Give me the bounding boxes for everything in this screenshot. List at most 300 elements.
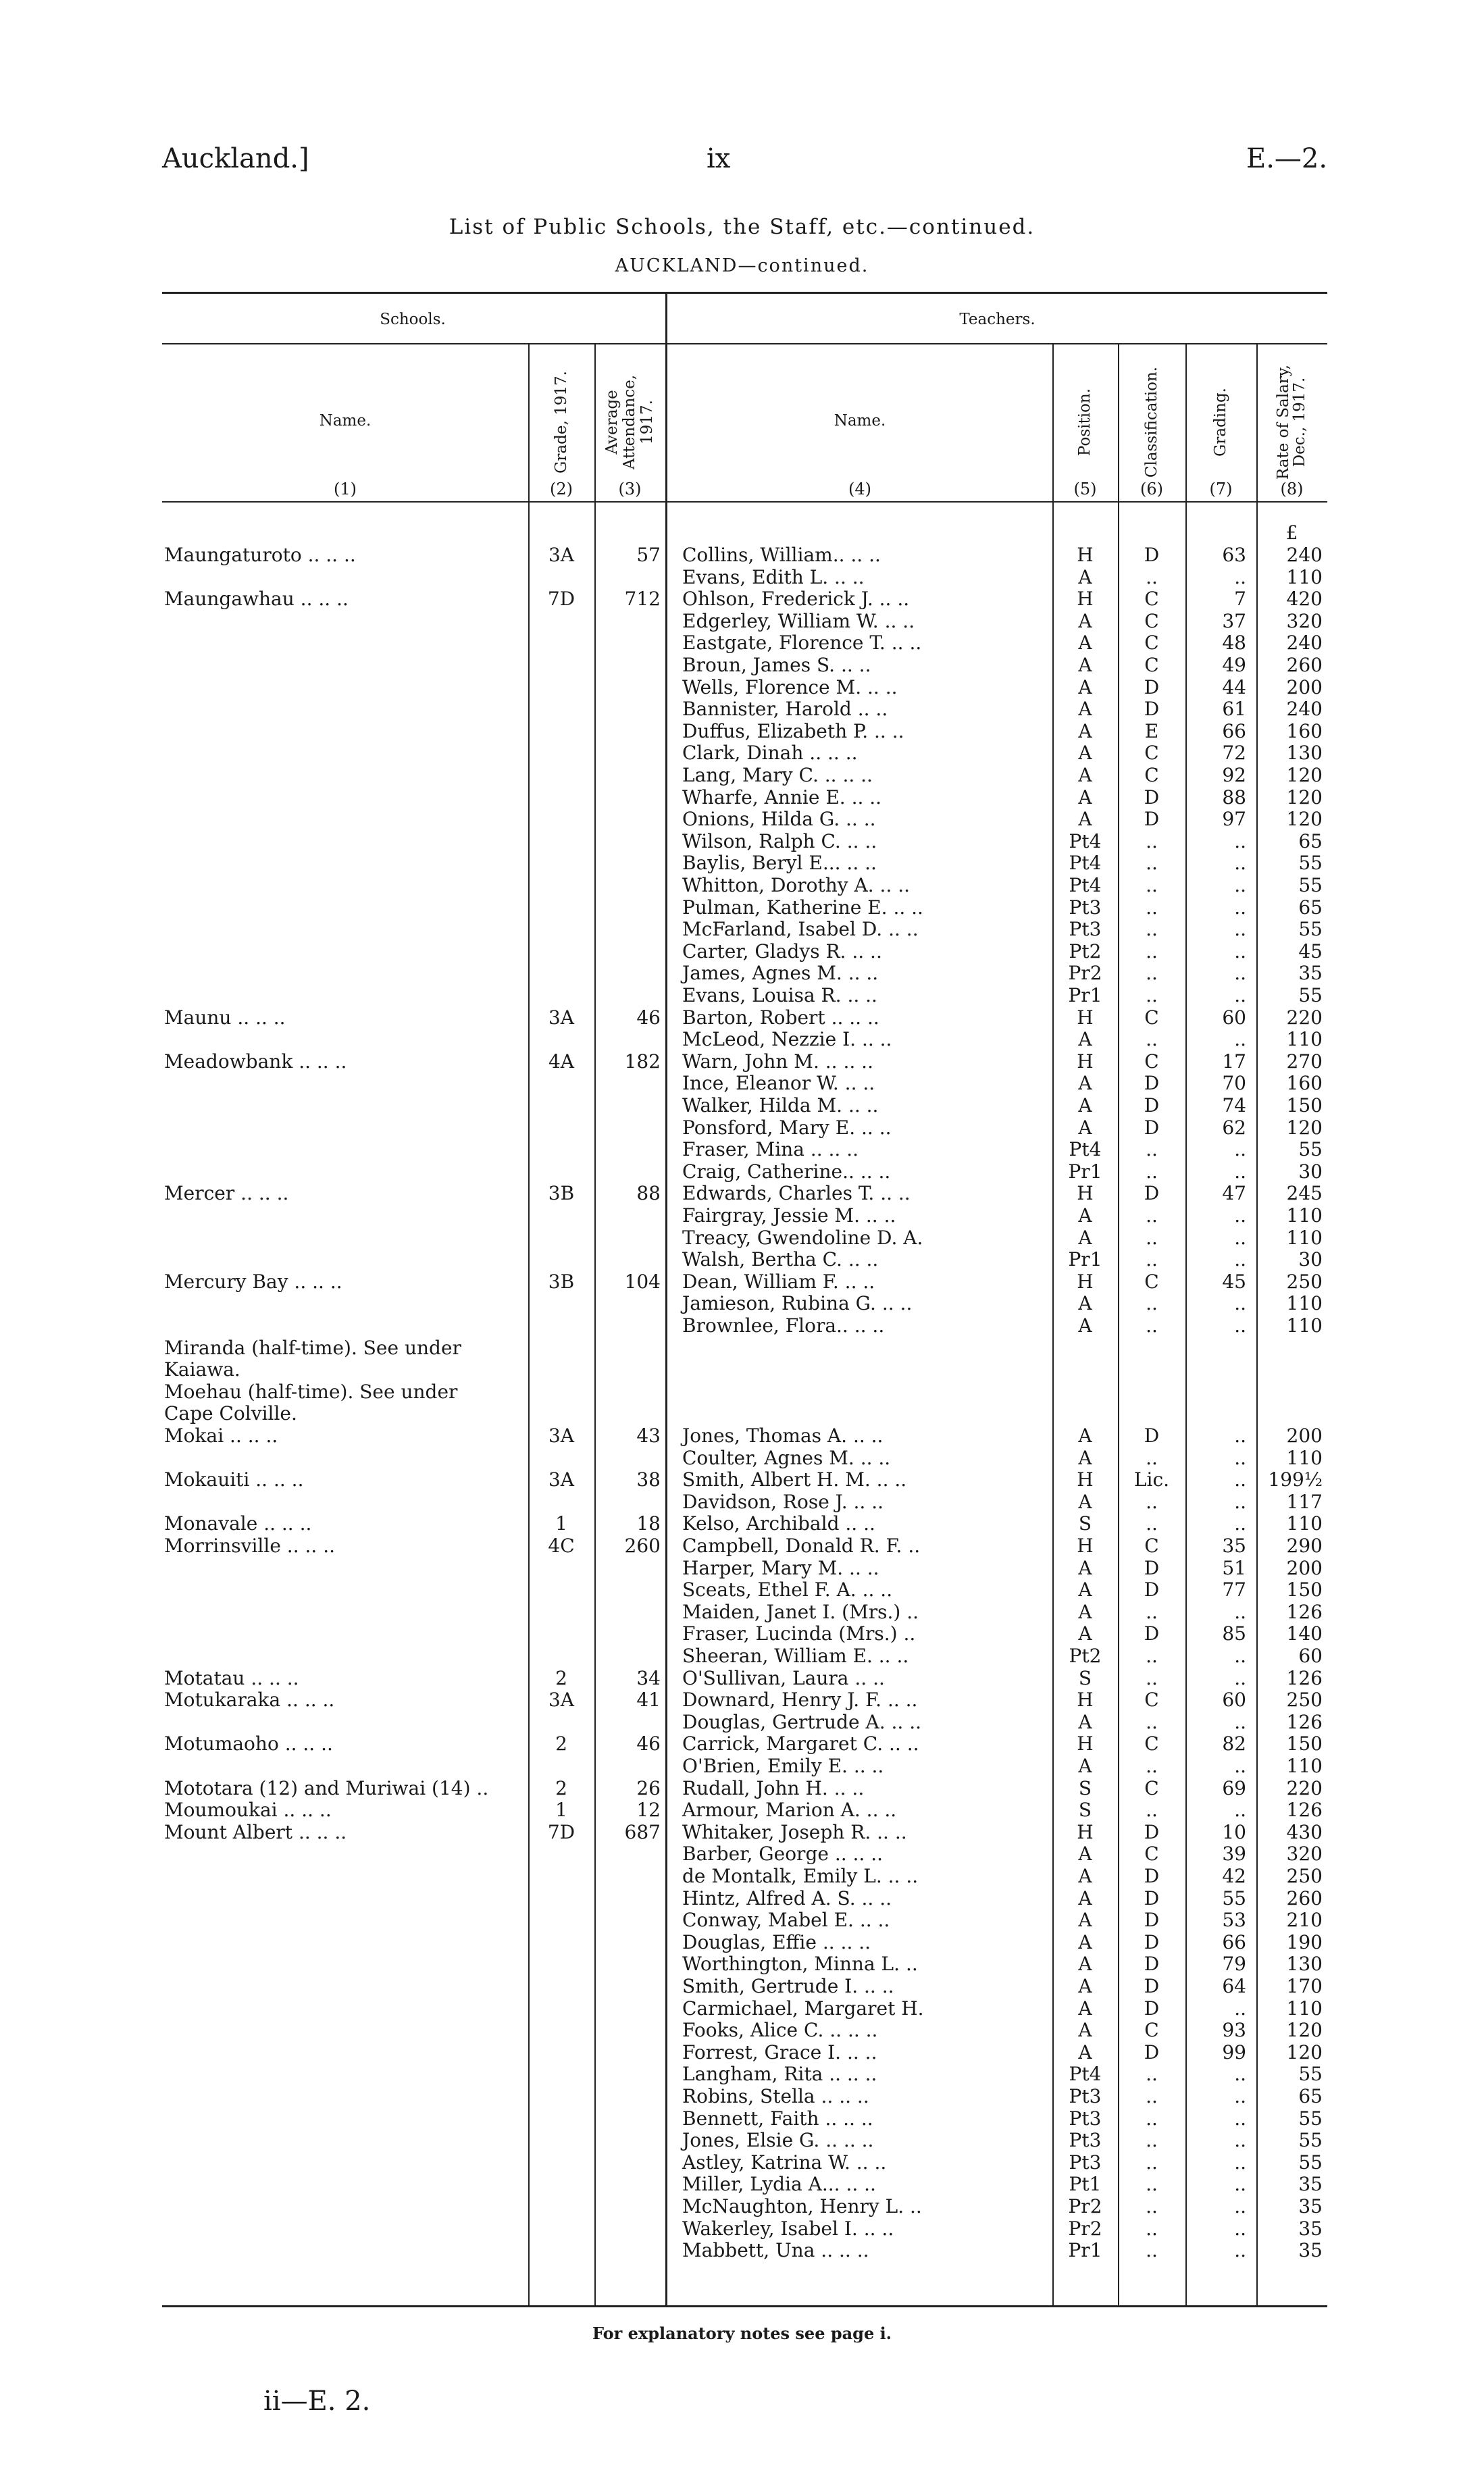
salary-cell: 35	[1298, 2239, 1323, 2262]
salary-cell: 45	[1298, 940, 1323, 963]
salary-cell: 110	[1286, 1755, 1323, 1777]
classification-cell: C	[1144, 1843, 1159, 1866]
table-row	[0, 588, 1484, 610]
table-row	[0, 2240, 1484, 2261]
col-number-6: (6)	[1140, 480, 1163, 498]
classification-cell: ..	[1146, 1446, 1158, 1469]
position-cell: Pr2	[1068, 962, 1102, 985]
position-cell: A	[1078, 719, 1092, 742]
grading-cell: 66	[1222, 1930, 1246, 1953]
salary-cell: 55	[1298, 918, 1323, 941]
teacher-name-cell: Hintz, Alfred A. S. .. ..	[682, 1887, 892, 1909]
classification-cell: D	[1144, 1953, 1160, 1976]
position-cell: A	[1078, 1226, 1092, 1249]
salary-cell: 55	[1298, 852, 1323, 875]
grade-cell: 4A	[548, 1050, 575, 1073]
grading-cell: 93	[1222, 2019, 1246, 2042]
table-row	[0, 1073, 1484, 1094]
table-row	[0, 1535, 1484, 1557]
table-row	[0, 787, 1484, 809]
grading-cell: ..	[1234, 2107, 1246, 2130]
table-row	[0, 2174, 1484, 2195]
position-cell: H	[1077, 1006, 1094, 1029]
grading-cell: ..	[1234, 896, 1246, 919]
teacher-name-cell: Craig, Catherine.. .. ..	[682, 1160, 891, 1183]
grade-cell: 3A	[548, 1006, 575, 1029]
grade-cell: 7D	[547, 588, 575, 611]
group-header-rule	[162, 343, 1327, 344]
classification-cell: ..	[1146, 829, 1158, 852]
grade-cell: 3B	[548, 1182, 575, 1205]
salary-cell: 200	[1286, 675, 1323, 698]
salary-cell: 130	[1286, 1953, 1323, 1976]
table-row	[0, 2063, 1484, 2085]
table-row	[0, 852, 1484, 874]
table-row	[0, 1932, 1484, 1953]
position-cell: A	[1078, 1204, 1092, 1227]
attendance-cell: 104	[624, 1270, 661, 1293]
classification-cell: D	[1144, 1909, 1160, 1932]
classification-cell: ..	[1146, 918, 1158, 941]
position-cell: S	[1078, 1776, 1092, 1799]
teacher-name-cell: Conway, Mabel E. .. ..	[682, 1909, 890, 1932]
classification-cell: C	[1144, 1535, 1159, 1557]
school-name-cell: Maungawhau .. .. ..	[164, 588, 349, 611]
teacher-name-cell: Dean, William F. .. ..	[682, 1270, 875, 1293]
grading-cell: ..	[1234, 852, 1246, 875]
attendance-cell: 88	[636, 1182, 661, 1205]
table-row	[0, 2108, 1484, 2130]
grading-cell: ..	[1234, 918, 1246, 941]
salary-cell: 140	[1286, 1622, 1323, 1645]
attendance-cell: 43	[636, 1425, 661, 1447]
salary-cell: 55	[1298, 874, 1323, 896]
teacher-name-cell: Edgerley, William W. .. ..	[682, 609, 915, 632]
grading-cell: ..	[1234, 1490, 1246, 1513]
table-row	[0, 632, 1484, 654]
salary-cell: 210	[1286, 1909, 1323, 1932]
table-row	[0, 1271, 1484, 1293]
grading-cell: 61	[1222, 698, 1246, 721]
attendance-cell: 38	[636, 1468, 661, 1491]
salary-cell: 190	[1286, 1930, 1323, 1953]
salary-cell: 170	[1286, 1975, 1323, 1997]
grading-cell: 53	[1222, 1909, 1246, 1932]
classification-cell: ..	[1146, 2239, 1158, 2262]
classification-cell: ..	[1146, 1160, 1158, 1183]
grading-cell: ..	[1234, 2239, 1246, 2262]
grading-cell: 17	[1222, 1050, 1246, 1073]
position-cell: A	[1078, 1930, 1092, 1953]
table-row	[0, 1799, 1484, 1821]
position-cell: Pt3	[1069, 2085, 1102, 2107]
salary-cell: 120	[1286, 2041, 1323, 2063]
position-cell: Pr2	[1068, 2217, 1102, 2240]
grading-cell: ..	[1234, 1666, 1246, 1689]
grading-cell: ..	[1234, 1710, 1246, 1733]
salary-cell: 30	[1298, 1248, 1323, 1271]
classification-cell: D	[1144, 1116, 1160, 1139]
table-row	[0, 1183, 1484, 1204]
salary-cell: 290	[1286, 1535, 1323, 1557]
position-cell: A	[1078, 675, 1092, 698]
table-row	[0, 1558, 1484, 1579]
salary-cell: 220	[1286, 1006, 1323, 1029]
grading-cell: 77	[1222, 1579, 1246, 1601]
salary-cell: 110	[1286, 565, 1323, 588]
grading-cell: ..	[1234, 2085, 1246, 2107]
salary-cell: 420	[1286, 588, 1323, 611]
classification-cell: C	[1144, 2019, 1159, 2042]
salary-cell: 200	[1286, 1425, 1323, 1447]
salary-cell: 35	[1298, 2173, 1323, 2196]
table-row	[0, 655, 1484, 676]
table-row	[0, 1712, 1484, 1733]
classification-cell: ..	[1146, 2085, 1158, 2107]
position-cell: A	[1078, 654, 1092, 676]
grading-cell: 64	[1222, 1975, 1246, 1997]
salary-cell: 110	[1286, 1204, 1323, 1227]
position-cell: S	[1078, 1512, 1092, 1535]
classification-cell: D	[1144, 1865, 1160, 1887]
grading-cell: 92	[1222, 764, 1246, 786]
position-cell: H	[1077, 1820, 1094, 1843]
classification-cell: D	[1144, 675, 1160, 698]
teacher-name-cell: McLeod, Nezzie I. .. ..	[682, 1028, 892, 1051]
grading-cell: ..	[1234, 1160, 1246, 1183]
teacher-name-cell: Carrick, Margaret C. .. ..	[682, 1733, 919, 1755]
table-row	[0, 1359, 1484, 1381]
grading-cell: ..	[1234, 1204, 1246, 1227]
classification-cell: ..	[1146, 962, 1158, 985]
teacher-name-cell: Evans, Louisa R. .. ..	[682, 984, 877, 1006]
classification-cell: D	[1144, 1820, 1160, 1843]
position-cell: A	[1078, 1446, 1092, 1469]
classification-cell: ..	[1146, 852, 1158, 875]
grading-cell: 42	[1222, 1865, 1246, 1887]
teacher-name-cell: Harper, Mary M. .. ..	[682, 1556, 879, 1579]
salary-cell: 120	[1286, 786, 1323, 809]
classification-cell: ..	[1146, 1226, 1158, 1249]
grading-cell: 35	[1222, 1535, 1246, 1557]
salary-cell: 30	[1298, 1160, 1323, 1183]
teacher-name-cell: Fraser, Mina .. .. ..	[682, 1138, 859, 1161]
teacher-name-cell: Wells, Florence M. .. ..	[682, 675, 898, 698]
salary-cell: 55	[1298, 2129, 1323, 2152]
teacher-name-cell: Fooks, Alice C. .. .. ..	[682, 2019, 878, 2042]
teacher-name-cell: Bannister, Harold .. ..	[682, 698, 888, 721]
attendance-cell: 26	[636, 1776, 661, 1799]
teacher-name-cell: Sceats, Ethel F. A. .. ..	[682, 1579, 893, 1601]
position-cell: H	[1077, 544, 1094, 566]
attendance-cell: 18	[636, 1512, 661, 1535]
table-row	[0, 677, 1484, 698]
salary-cell: 126	[1286, 1710, 1323, 1733]
grading-cell: ..	[1234, 1138, 1246, 1161]
classification-cell: D	[1144, 1094, 1160, 1117]
classification-cell: C	[1144, 609, 1159, 632]
grading-cell: ..	[1234, 1645, 1246, 1667]
table-row	[0, 1491, 1484, 1513]
classification-cell: D	[1144, 1622, 1160, 1645]
table-row	[0, 897, 1484, 919]
attendance-cell: 12	[636, 1799, 661, 1822]
teacher-name-cell: Mabbett, Una .. .. ..	[682, 2239, 869, 2262]
table-row	[0, 2042, 1484, 2063]
classification-cell: C	[1144, 742, 1159, 765]
attendance-cell: 46	[636, 1006, 661, 1029]
salary-cell: 320	[1286, 1843, 1323, 1866]
attendance-cell: 260	[624, 1535, 661, 1557]
teacher-name-cell: Rudall, John H. .. ..	[682, 1776, 865, 1799]
grading-cell: 69	[1222, 1776, 1246, 1799]
teacher-name-cell: Baylis, Beryl E... .. ..	[682, 852, 877, 875]
classification-cell: D	[1144, 1072, 1160, 1095]
teacher-name-cell: Barber, George .. .. ..	[682, 1843, 884, 1866]
table-row	[0, 1095, 1484, 1117]
salary-cell: 35	[1298, 2195, 1323, 2217]
grade-cell: 3A	[548, 1425, 575, 1447]
teacher-name-cell: Wilson, Ralph C. .. ..	[682, 829, 877, 852]
position-cell: A	[1078, 1556, 1092, 1579]
table-row	[0, 1689, 1484, 1711]
position-cell: A	[1078, 565, 1092, 588]
table-row	[0, 941, 1484, 963]
teacher-name-cell: Forrest, Grace I. .. ..	[682, 2041, 877, 2063]
classification-cell: D	[1144, 698, 1160, 721]
grading-cell: ..	[1234, 940, 1246, 963]
table-row	[0, 742, 1484, 764]
salary-cell: 270	[1286, 1050, 1323, 1073]
grade-cell: 4C	[548, 1535, 575, 1557]
teacher-name-cell: Campbell, Donald R. F. ..	[682, 1535, 921, 1557]
teacher-name-cell: Armour, Marion A. .. ..	[682, 1799, 897, 1822]
grading-cell: 49	[1222, 654, 1246, 676]
classification-cell: C	[1144, 632, 1159, 655]
salary-cell: 126	[1286, 1666, 1323, 1689]
teacher-name-cell: Carmichael, Margaret H.	[682, 1997, 924, 2020]
position-cell: A	[1078, 1314, 1092, 1337]
table-row	[0, 698, 1484, 720]
salary-cell: 60	[1298, 1645, 1323, 1667]
teacher-name-cell: Davidson, Rose J. .. ..	[682, 1490, 884, 1513]
position-cell: A	[1078, 786, 1092, 809]
position-cell: Pt3	[1069, 896, 1102, 919]
grading-cell: ..	[1234, 984, 1246, 1006]
grading-cell: 60	[1222, 1689, 1246, 1712]
teacher-name-cell: Brownlee, Flora.. .. ..	[682, 1314, 885, 1337]
teacher-name-cell: Maiden, Janet I. (Mrs.) ..	[682, 1600, 919, 1623]
teacher-name-cell: Bennett, Faith .. .. ..	[682, 2107, 873, 2130]
grading-cell: 97	[1222, 808, 1246, 831]
teacher-name-cell: Coulter, Agnes M. .. ..	[682, 1446, 891, 1469]
attendance-header: Average Attendance, 1917.	[603, 374, 656, 470]
grading-cell: ..	[1234, 2173, 1246, 2196]
grading-cell: 48	[1222, 632, 1246, 655]
page-number: ix	[707, 143, 731, 174]
salary-cell: 240	[1286, 544, 1323, 566]
position-cell: Pt3	[1069, 2129, 1102, 2152]
teacher-name-cell: Fairgray, Jessie M. .. ..	[682, 1204, 896, 1227]
position-cell: A	[1078, 1292, 1092, 1315]
position-cell: A	[1078, 2041, 1092, 2063]
position-cell: H	[1077, 1689, 1094, 1712]
grading-cell: ..	[1234, 829, 1246, 852]
table-row	[0, 1755, 1484, 1777]
grading-cell: ..	[1234, 2151, 1246, 2174]
salary-cell: 55	[1298, 2107, 1323, 2130]
grading-cell: ..	[1234, 1446, 1246, 1469]
teacher-name-cell: Edwards, Charles T. .. ..	[682, 1182, 911, 1205]
grade-cell: 2	[555, 1666, 567, 1689]
salary-cell: 260	[1286, 1887, 1323, 1909]
position-cell: Pt4	[1069, 852, 1102, 875]
school-name-cell: Motatau .. .. ..	[164, 1666, 299, 1689]
table-row	[0, 919, 1484, 940]
table-row	[0, 1403, 1484, 1425]
teacher-name-cell: Ponsford, Mary E. .. ..	[682, 1116, 892, 1139]
grading-cell: ..	[1234, 1755, 1246, 1777]
school-name-cell: Mercer .. .. ..	[164, 1182, 289, 1205]
position-cell: A	[1078, 1600, 1092, 1623]
table-row	[0, 1843, 1484, 1865]
position-cell: Pr1	[1068, 1248, 1102, 1271]
classification-cell: D	[1144, 544, 1160, 566]
position-cell: A	[1078, 764, 1092, 786]
col-number-1: (1)	[334, 480, 357, 498]
salary-cell: 430	[1286, 1820, 1323, 1843]
teacher-name-cell: Jones, Elsie G. .. .. ..	[682, 2129, 874, 2152]
position-cell: A	[1078, 609, 1092, 632]
position-cell: A	[1078, 1887, 1092, 1909]
salary-cell: 245	[1286, 1182, 1323, 1205]
teacher-name-cell: Astley, Katrina W. .. ..	[682, 2151, 887, 2174]
table-row	[0, 1469, 1484, 1491]
grading-cell: ..	[1234, 2129, 1246, 2152]
page-title: List of Public Schools, the Staff, etc.—continued.	[449, 215, 1035, 239]
teacher-name-cell: Worthington, Minna L. ..	[682, 1953, 918, 1976]
grade-cell: 3A	[548, 544, 575, 566]
classification-cell: ..	[1146, 2107, 1158, 2130]
salary-cell: 260	[1286, 654, 1323, 676]
table-row	[0, 1822, 1484, 1843]
position-cell: Pt4	[1069, 2063, 1102, 2086]
classification-cell: D	[1144, 1579, 1160, 1601]
table-row	[0, 1623, 1484, 1645]
col-number-7: (7)	[1209, 480, 1233, 498]
classification-cell: D	[1144, 1887, 1160, 1909]
attendance-cell: 34	[636, 1666, 661, 1689]
grading-cell: ..	[1234, 2063, 1246, 2086]
salary-cell: 160	[1286, 1072, 1323, 1095]
teacher-name-cell: Fraser, Lucinda (Mrs.) ..	[682, 1622, 916, 1645]
table-row	[0, 1337, 1484, 1359]
table-row	[0, 1051, 1484, 1073]
grading-cell: ..	[1234, 962, 1246, 985]
classification-cell: ..	[1146, 1248, 1158, 1271]
table-row	[0, 1381, 1484, 1403]
teacher-name-cell: de Montalk, Emily L. .. ..	[682, 1865, 919, 1887]
position-cell: A	[1078, 632, 1092, 655]
grading-cell: 82	[1222, 1733, 1246, 1755]
grading-cell: 55	[1222, 1887, 1246, 1909]
classification-cell: ..	[1146, 1512, 1158, 1535]
grading-cell: ..	[1234, 565, 1246, 588]
grading-cell: ..	[1234, 1028, 1246, 1051]
classification-cell: ..	[1146, 1666, 1158, 1689]
salary-cell: 55	[1298, 984, 1323, 1006]
position-cell: Pt3	[1069, 918, 1102, 941]
school-name-cell: Morrinsville .. .. ..	[164, 1535, 336, 1557]
school-name-header: Name.	[319, 412, 372, 430]
col-number-2: (2)	[550, 480, 573, 498]
teacher-name-cell: Sheeran, William E. .. ..	[682, 1645, 909, 1667]
classification-cell: C	[1144, 1270, 1159, 1293]
table-row	[0, 1117, 1484, 1139]
currency-symbol: £	[1285, 521, 1298, 544]
teacher-name-cell: McNaughton, Henry L. ..	[682, 2195, 922, 2217]
table-row	[0, 1029, 1484, 1050]
teacher-name-cell: Treacy, Gwendoline D. A.	[682, 1226, 923, 1249]
teacher-name-cell: Warn, John M. .. .. ..	[682, 1050, 873, 1073]
teacher-name-cell: Smith, Gertrude I. .. ..	[682, 1975, 894, 1997]
table-row	[0, 1888, 1484, 1909]
table-row	[0, 831, 1484, 852]
grading-cell: 70	[1222, 1072, 1246, 1095]
grading-cell: 44	[1222, 675, 1246, 698]
classification-cell: Lic.	[1133, 1468, 1170, 1491]
classification-cell: D	[1144, 1975, 1160, 1997]
running-head-left: Auckland.]	[162, 143, 309, 174]
table-row	[0, 875, 1484, 896]
table-row	[0, 567, 1484, 588]
salary-cell: 150	[1286, 1733, 1323, 1755]
table-row	[0, 1249, 1484, 1271]
grade-cell: 2	[555, 1776, 567, 1799]
grading-cell: 39	[1222, 1843, 1246, 1866]
teacher-name-cell: Whitaker, Joseph R. .. ..	[682, 1820, 907, 1843]
salary-cell: 65	[1298, 2085, 1323, 2107]
col-number-4: (4)	[848, 480, 871, 498]
grading-header: Grading.	[1212, 387, 1229, 457]
position-cell: A	[1078, 1094, 1092, 1117]
grading-cell: 37	[1222, 609, 1246, 632]
school-name-cell: Mokauiti .. .. ..	[164, 1468, 304, 1491]
position-cell: H	[1077, 1182, 1094, 1205]
grading-cell: 47	[1222, 1182, 1246, 1205]
grading-cell: 10	[1222, 1820, 1246, 1843]
school-name-cell: Motukaraka .. .. ..	[164, 1689, 335, 1712]
teacher-name-cell: Barton, Robert .. .. ..	[682, 1006, 879, 1029]
table-row	[0, 963, 1484, 984]
position-cell: H	[1077, 1468, 1094, 1491]
running-head-right: E.—2.	[1246, 143, 1328, 174]
teacher-name-cell: Jones, Thomas A. .. ..	[682, 1425, 884, 1447]
classification-cell: D	[1144, 808, 1160, 831]
grading-cell: ..	[1234, 874, 1246, 896]
teacher-name-cell: McFarland, Isabel D. .. ..	[682, 918, 919, 941]
position-cell: Pt4	[1069, 874, 1102, 896]
classification-cell: ..	[1146, 2195, 1158, 2217]
school-name-cell: Kaiawa.	[164, 1358, 240, 1381]
table-row	[0, 1425, 1484, 1447]
table-row	[0, 1139, 1484, 1160]
grading-cell: 62	[1222, 1116, 1246, 1139]
salary-cell: 55	[1298, 2063, 1323, 2086]
classification-cell: D	[1144, 1997, 1160, 2020]
position-cell: Pt3	[1069, 2151, 1102, 2174]
table-row	[0, 611, 1484, 632]
